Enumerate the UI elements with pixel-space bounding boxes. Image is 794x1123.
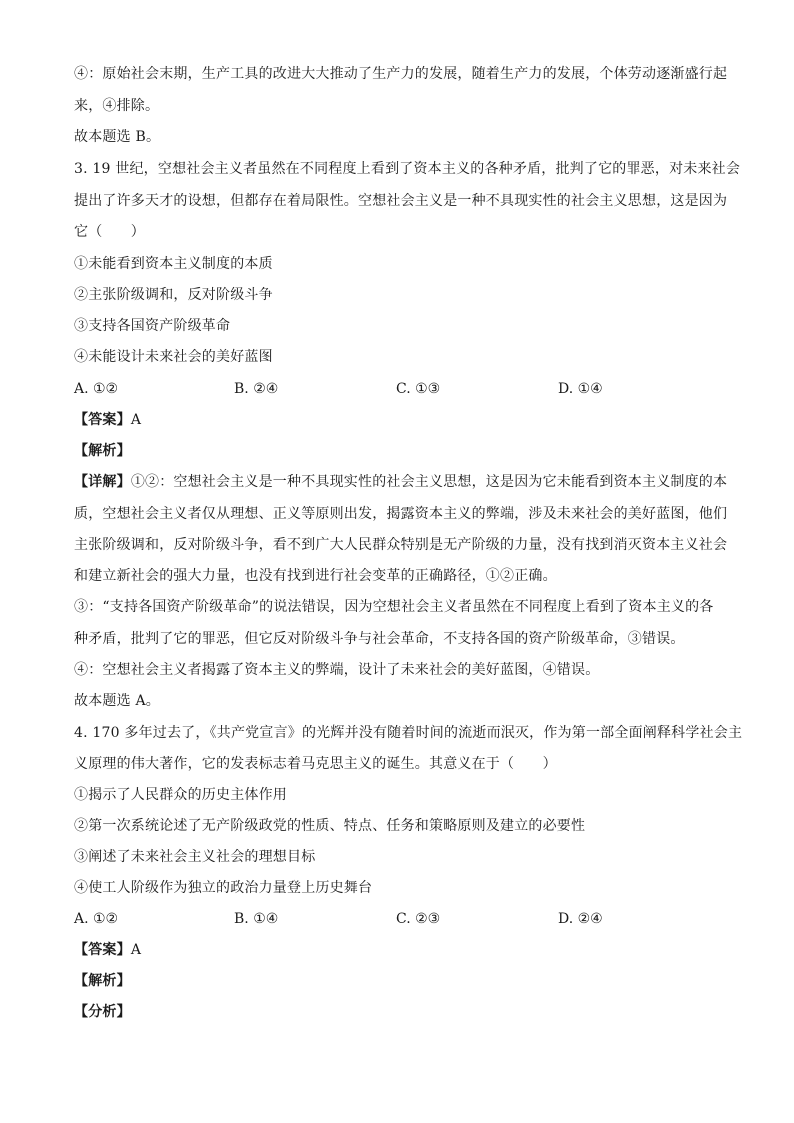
question-3-item: ①未能看到资本主义制度的本质 [74, 256, 273, 272]
question-3-analysis-label: 【解析】 [74, 443, 131, 459]
question-4-item: ①揭示了人民群众的历史主体作用 [74, 787, 287, 803]
question-3-option-d: D. ①④ [558, 381, 603, 397]
question-3-option-a: A. ①② [74, 381, 119, 397]
question-3-answer [74, 410, 734, 430]
question-4-item: ③阐述了未来社会主义社会的理想目标 [74, 849, 316, 865]
question-3-detail: 故本题选 A。 [74, 693, 160, 709]
question-3-detail: 主张阶级调和，反对阶级斗争，看不到广大人民群众特别是无产阶级的力量，没有找到消灭资本主义社会 [74, 537, 728, 553]
answer-label: 【答案】 [74, 412, 131, 428]
text-line: 来，④排除。 [74, 98, 160, 114]
question-3-item: ②主张阶级调和，反对阶级斗争 [74, 287, 273, 303]
answer-value: A [130, 412, 142, 428]
question-3-stem: 提出了许多天才的设想，但都存在着局限性。空想社会主义是一种不具现实性的社会主义思想，这是因为 [74, 193, 728, 209]
question-3-detail: ③：“支持各国资产阶级革命”的说法错误，因为空想社会主义者虽然在不同程度上看到了资本主义的各 [74, 599, 714, 615]
question-4-stem: 4. 170 多年过去了，《共产党宣言》的光辉并没有随着时间的流逝而泯灭，作为第一部全面阐释科学社会主 [74, 725, 743, 741]
question-3-stem: 3. 19 世纪，空想社会主义者虽然在不同程度上看到了资本主义的各种矛盾，批判了它的罪恶，对未来社会 [74, 161, 741, 177]
question-4-option-b: B. ①④ [234, 911, 279, 927]
question-3-item: ③支持各国资产阶级革命 [74, 318, 231, 334]
question-3-detail: 质，空想社会主义者仅从理想、正义等原则出发，揭露资本主义的弊端，涉及未来社会的美好蓝图，他们 [74, 506, 728, 522]
detail-text: ①②：空想社会主义是一种不具现实性的社会主义思想，这是因为它未能看到资本主义制度的本 [130, 474, 728, 490]
question-4-option-a: A. ①② [74, 911, 119, 927]
text-line: ④：原始社会末期，生产工具的改进大大推动了生产力的发展，随着生产力的发展，个体劳动逐渐盛行起 [74, 66, 728, 82]
answer-value: A [130, 942, 142, 958]
question-4-stem: 义原理的伟大著作，它的发表标志着马克思主义的诞生。其意义在于（ ） [74, 756, 557, 772]
question-3-item: ④未能设计未来社会的美好蓝图 [74, 349, 273, 365]
question-4-item: ②第一次系统论述了无产阶级政党的性质、特点、任务和策略原则及建立的必要性 [74, 818, 586, 834]
question-4-analysis2-label: 【分析】 [74, 1004, 131, 1020]
question-4-item: ④使工人阶级作为独立的政治力量登上历史舞台 [74, 880, 373, 896]
question-3-detail: ④：空想社会主义者揭露了资本主义的弊端，设计了未来社会的美好蓝图，④错误。 [74, 662, 600, 678]
question-3-detail [74, 472, 734, 492]
question-4-analysis-label: 【解析】 [74, 973, 131, 989]
question-3-detail: 种矛盾，批判了它的罪恶，但它反对阶级斗争与社会革命，不支持各国的资产阶级革命，③错误。 [74, 631, 685, 647]
question-4-answer [74, 940, 734, 960]
answer-label: 【答案】 [74, 942, 131, 958]
question-3-option-c: C. ①③ [396, 381, 441, 397]
text-line: 故本题选 B。 [74, 129, 161, 145]
question-4-option-d: D. ②④ [558, 911, 603, 927]
question-3-option-b: B. ②④ [234, 381, 279, 397]
question-4-option-c: C. ②③ [396, 911, 441, 927]
question-3-stem: 它（ ） [74, 224, 145, 240]
question-3-detail: 和建立新社会的强大力量，也没有找到进行社会变革的正确路径，①②正确。 [74, 568, 557, 584]
detail-label: 【详解】 [74, 474, 131, 490]
